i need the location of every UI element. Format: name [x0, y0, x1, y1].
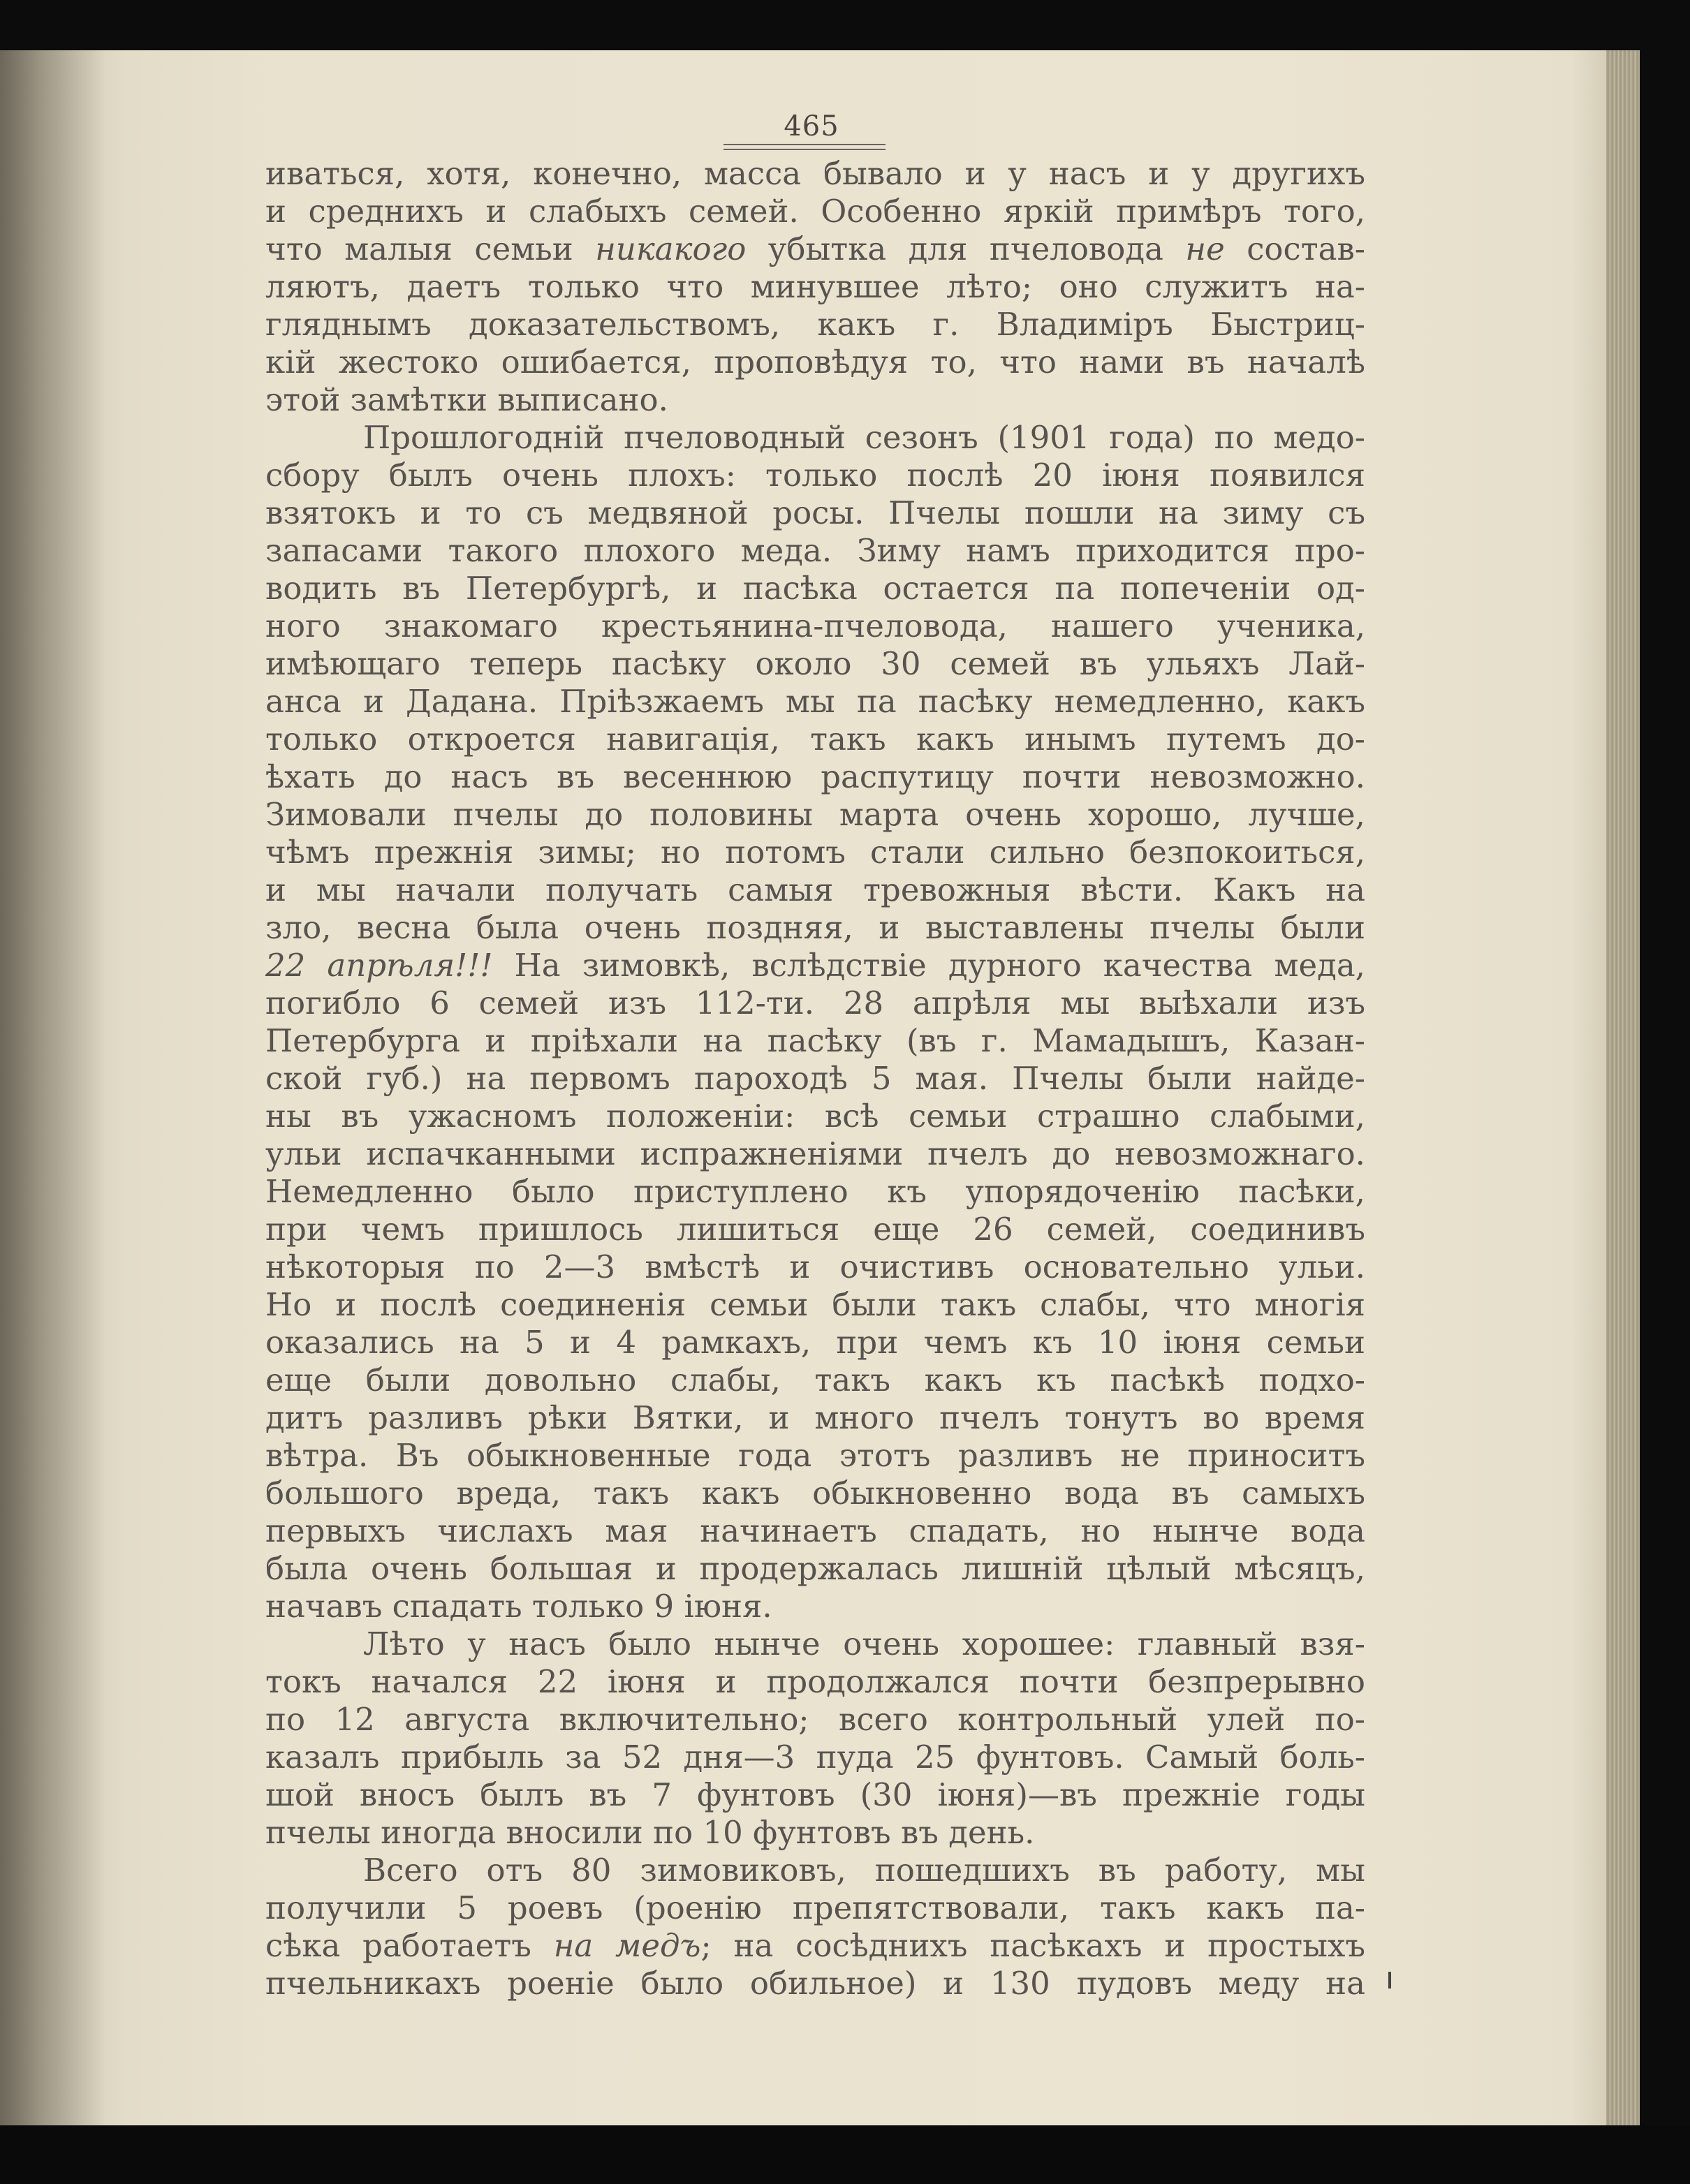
binding-gutter-shadow [0, 50, 105, 2125]
page-edge-stack [1606, 50, 1640, 2125]
text-segment: состав- [1224, 230, 1365, 267]
page-number-rule-top [723, 144, 886, 145]
text-line: казалъ прибыль за 52 дня—3 пуда 25 фунтовъ. Самый боль- [265, 1739, 1365, 1776]
italic-emphasis: на медъ [553, 1927, 701, 1964]
text-line: имѣющаго теперь пасѣку около 30 семей въ ульяхъ Лай- [265, 645, 1365, 682]
page-number-rule-bottom [723, 149, 886, 150]
text-line: взятокъ и то съ медвяной росы. Пчелы пошли на зиму съ [265, 494, 1365, 531]
text-line: пчелы иногда вносили по 10 фунтовъ въ день. [265, 1814, 1035, 1851]
text-line: гляднымъ доказательствомъ, какъ г. Владиміръ Быстриц- [265, 306, 1365, 343]
text-line: шой вносъ былъ въ 7 фунтовъ (30 іюня)—въ прежніе годы [265, 1776, 1365, 1813]
text-line: первыхъ числахъ мая начинаетъ спадать, но нынче вода [265, 1512, 1365, 1549]
text-line: Петербурга и пріѣхали на пасѣку (въ г. Мамадышъ, Казан- [265, 1022, 1365, 1059]
text-line: иваться, хотя, конечно, масса бывало и у насъ и у другихъ [265, 155, 1365, 192]
text-line: Всего отъ 80 зимовиковъ, пошедшихъ въ работу, мы [363, 1852, 1365, 1889]
text-line: кій жестоко ошибается, проповѣдуя то, что нами въ началѣ [265, 344, 1365, 381]
text-line: ѣхать до насъ въ весеннюю распутицу почти невозможно. [265, 758, 1365, 795]
margin-mark [1388, 1972, 1391, 1989]
text-line: ного знакомаго крестьянина-пчеловода, нашего ученика, [265, 607, 1365, 644]
text-segment: сѣка работаетъ [265, 1927, 554, 1964]
text-line: была очень большая и продержалась лишній цѣлый мѣсяцъ, [265, 1550, 1365, 1587]
text-line: оказались на 5 и 4 рамкахъ, при чемъ къ 10 іюня семьи [265, 1324, 1365, 1361]
text-line: зло, весна была очень поздняя, и выставлены пчелы были [265, 909, 1365, 946]
text-line: Немедленно было приступлено къ упорядоченію пасѣки, [265, 1173, 1365, 1210]
text-line: Зимовали пчелы до половины марта очень хорошо, лучше, [265, 796, 1365, 833]
text-line: ляютъ, даетъ только что минувшее лѣто; оно служитъ на- [265, 268, 1365, 305]
text-line: ской губ.) на первомъ пароходѣ 5 мая. Пчелы были найде- [265, 1060, 1365, 1097]
text-line: и среднихъ и слабыхъ семей. Особенно яркій примѣръ того, [265, 193, 1365, 230]
italic-emphasis: никакого [595, 230, 747, 267]
scan-bottom-border [0, 2125, 1690, 2184]
body-text [265, 155, 1365, 2002]
italic-emphasis: 22 апрѣля!!! [265, 947, 493, 984]
text-line: ульи испачканными испражненіями пчелъ до невозможнаго. [265, 1135, 1365, 1172]
text-line: только откроется навигація, такъ какъ инымъ путемъ до- [265, 721, 1365, 758]
text-line: при чемъ пришлось лишиться еще 26 семей, соединивъ [265, 1211, 1365, 1248]
text-line: дитъ разливъ рѣки Вятки, и много пчелъ тонутъ во время [265, 1399, 1365, 1436]
text-line: пчельникахъ роеніе было обильное) и 130 пудовъ меду на [265, 1965, 1365, 2002]
text-line [265, 1927, 1365, 1965]
text-segment: На зимовкѣ, вслѣдствіе дурного качества меда, [492, 947, 1365, 984]
text-line: вѣтра. Въ обыкновенные года этотъ разливъ не приноситъ [265, 1437, 1365, 1474]
text-line: запасами такого плохого меда. Зиму намъ приходится про- [265, 532, 1365, 569]
text-line: Лѣто у насъ было нынче очень хорошее: главный взя- [363, 1625, 1365, 1662]
text-segment: что малыя семьи [265, 230, 596, 267]
text-line: по 12 августа включительно; всего контрольный улей по- [265, 1701, 1365, 1738]
text-line: этой замѣтки выписано. [265, 381, 668, 418]
text-line: Прошлогодній пчеловодный сезонъ (1901 года) по медо- [363, 419, 1365, 456]
text-line: большого вреда, такъ какъ обыкновенно вода въ самыхъ [265, 1475, 1365, 1512]
text-line: нѣкоторыя по 2—3 вмѣстѣ и очистивъ основательно ульи. [265, 1248, 1365, 1285]
page-number: 465 [784, 110, 839, 142]
text-line: анса и Дадана. Пріѣзжаемъ мы па пасѣку немедленно, какъ [265, 683, 1365, 720]
text-line: ны въ ужасномъ положеніи: всѣ семьи страшно слабыми, [265, 1098, 1365, 1135]
text-line: и мы начали получать самыя тревожныя вѣсти. Какъ на [265, 871, 1365, 908]
text-line [265, 947, 1365, 984]
italic-emphasis: не [1185, 230, 1225, 267]
book-page [0, 50, 1640, 2125]
text-line: начавъ спадать только 9 іюня. [265, 1588, 772, 1625]
text-line: водить въ Петербургѣ, и пасѣка остается па попеченіи од- [265, 570, 1365, 607]
text-segment: ; на сосѣднихъ пасѣкахъ и простыхъ [700, 1927, 1365, 1964]
text-line: Но и послѣ соединенія семьи были такъ слабы, что многія [265, 1286, 1365, 1323]
text-segment: убытка для пчеловода [746, 230, 1186, 267]
text-line: токъ начался 22 іюня и продолжался почти безпрерывно [265, 1663, 1365, 1700]
text-line: чѣмъ прежнія зимы; но потомъ стали сильно безпокоиться, [265, 834, 1365, 871]
text-line: погибло 6 семей изъ 112-ти. 28 апрѣля мы выѣхали изъ [265, 984, 1365, 1021]
text-line: еще были довольно слабы, такъ какъ къ пасѣкѣ подхо- [265, 1362, 1365, 1399]
text-line [265, 230, 1365, 268]
text-line: сбору былъ очень плохъ: только послѣ 20 іюня появился [265, 457, 1365, 494]
text-line: получили 5 роевъ (роенію препятствовали, такъ какъ па- [265, 1889, 1365, 1926]
